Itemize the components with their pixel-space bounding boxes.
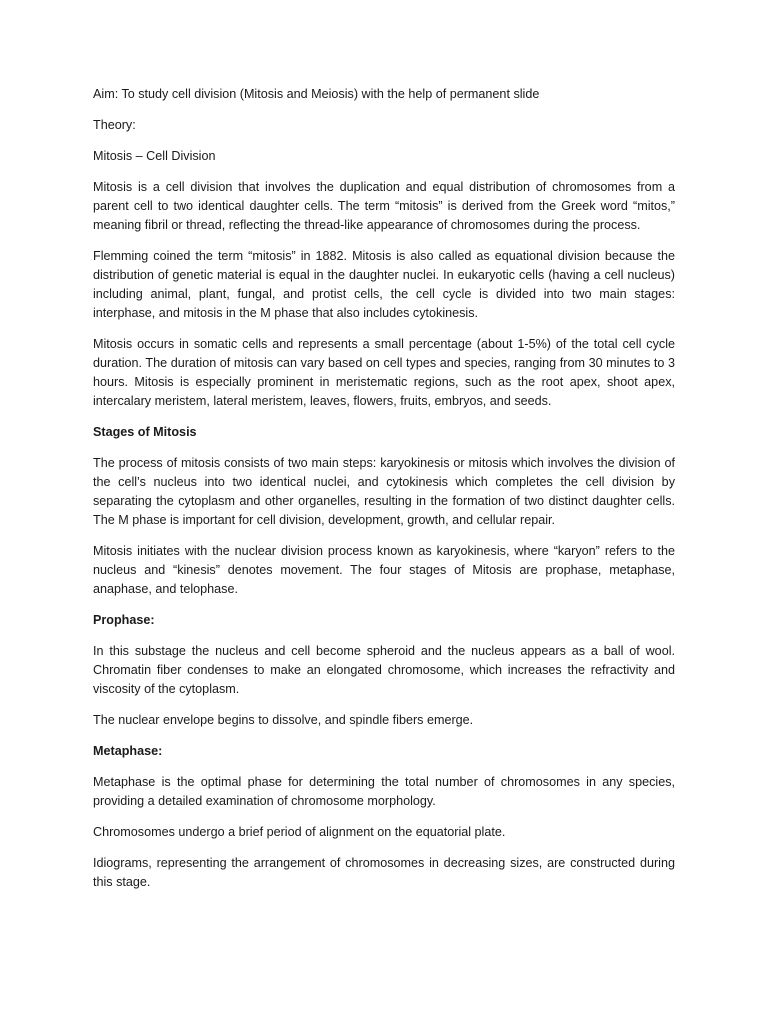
prophase-paragraph-2: The nuclear envelope begins to dissolve, and spindle fibers emerge. bbox=[93, 713, 474, 727]
metaphase-heading: Metaphase: bbox=[93, 744, 163, 758]
prophase-heading: Prophase: bbox=[93, 613, 155, 627]
metaphase-paragraph-1: Metaphase is the optimal phase for determining the total number of chromosomes in any species, providing a detailed examination of chromosome morphology. bbox=[93, 775, 675, 808]
metaphase-paragraph-3: Idiograms, representing the arrangement of chromosomes in decreasing sizes, are constructed during this stage. bbox=[93, 856, 675, 889]
stages-paragraph-2: Mitosis initiates with the nuclear division process known as karyokinesis, where “karyon” refers to the nucleus and “kinesis” denotes movement. The four stages of Mitosis are prophase, metaphase, anaphase, and telophase. bbox=[93, 544, 675, 596]
intro-paragraph-3: Mitosis occurs in somatic cells and represents a small percentage (about 1-5%) of the total cell cycle duration. The duration of mitosis can vary based on cell types and species, ranging from 30 minutes to 3 hours. Mitosis is especially prominent in meristematic regions, such as the root apex, shoot apex, intercalary meristem, lateral meristem, leaves, flowers, fruits, embryos, and seeds. bbox=[93, 337, 675, 408]
intro-paragraph-1: Mitosis is a cell division that involves the duplication and equal distribution of chromosomes from a parent cell to two identical daughter cells. The term “mitosis” is derived from the Greek word “mitos,” meaning fibril or thread, reflecting the thread-like appearance of chromosomes during the process. bbox=[93, 180, 675, 232]
metaphase-paragraph-2: Chromosomes undergo a brief period of alignment on the equatorial plate. bbox=[93, 825, 506, 839]
prophase-paragraph-1: In this substage the nucleus and cell become spheroid and the nucleus appears as a ball of wool. Chromatin fiber condenses to make an elongated chromosome, which increases the refractivity and viscosity of the cytoplasm. bbox=[93, 644, 675, 696]
theory-label: Theory: bbox=[93, 118, 136, 132]
stages-heading: Stages of Mitosis bbox=[93, 425, 197, 439]
stages-paragraph-1: The process of mitosis consists of two main steps: karyokinesis or mitosis which involves the division of the cell’s nucleus into two identical nuclei, and cytokinesis which completes the cell division by separating the cytoplasm and other organelles, resulting in the formation of two distinct daughter cells. The M phase is important for cell division, development, growth, and cellular repair. bbox=[93, 456, 675, 527]
intro-paragraph-2: Flemming coined the term “mitosis” in 1882. Mitosis is also called as equational division because the distribution of genetic material is equal in the daughter nuclei. In eukaryotic cells (having a cell nucleus) including animal, plant, fungal, and protist cells, the cell cycle is divided into two main stages: interphase, and mitosis in the M phase that also includes cytokinesis. bbox=[93, 249, 675, 320]
aim-line: Aim: To study cell division (Mitosis and Meiosis) with the help of permanent slide bbox=[93, 87, 540, 101]
section-title: Mitosis – Cell Division bbox=[93, 149, 216, 163]
